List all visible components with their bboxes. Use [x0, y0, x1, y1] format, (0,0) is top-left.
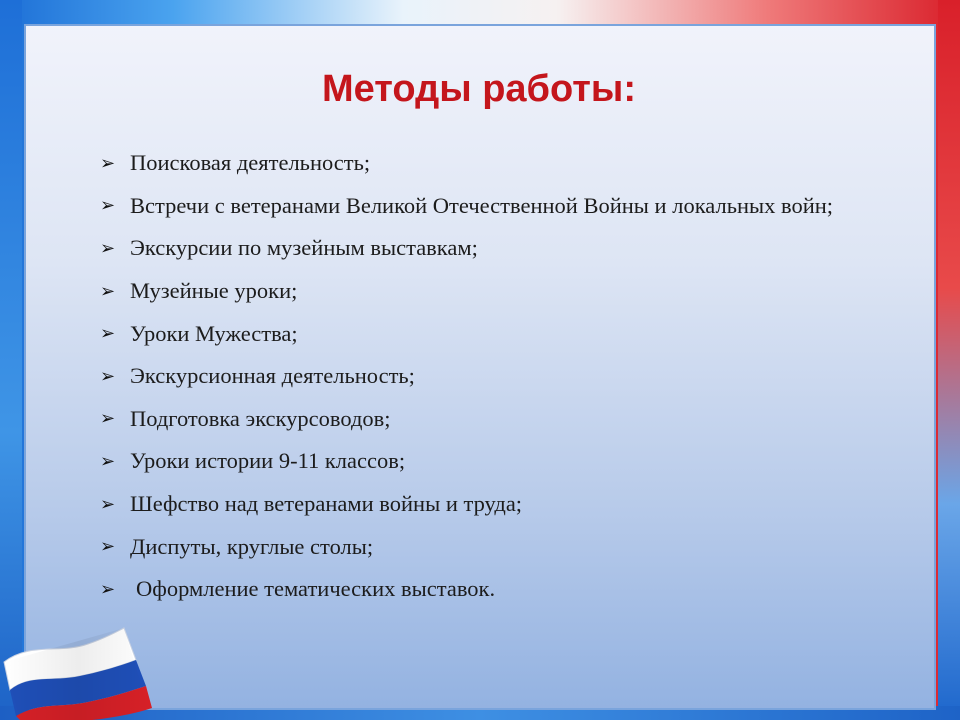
slide-title: Методы работы:	[321, 68, 637, 110]
list-item-text: Шефство над ветеранами войны и труда;	[130, 491, 523, 517]
list-item	[100, 355, 833, 398]
arrow-bullet-icon: ➢	[100, 365, 116, 386]
list-item	[100, 398, 833, 441]
methods-list	[100, 142, 833, 611]
list-item	[100, 483, 833, 526]
list-item	[100, 568, 833, 611]
list-item-text: Экскурсионная деятельность;	[130, 363, 415, 389]
list-item	[100, 312, 833, 355]
frame-right-border	[938, 0, 960, 720]
list-item	[100, 142, 833, 185]
list-item	[100, 185, 833, 228]
list-item-text: Уроки Мужества;	[130, 320, 298, 346]
list-item-text: Диспуты, круглые столы;	[130, 533, 374, 559]
arrow-bullet-icon: ➢	[100, 280, 116, 301]
russian-flag-icon	[0, 620, 160, 720]
list-item-text: Уроки истории 9-11 классов;	[130, 448, 406, 474]
arrow-bullet-icon: ➢	[100, 450, 116, 471]
arrow-bullet-icon: ➢	[100, 408, 116, 429]
arrow-bullet-icon: ➢	[100, 195, 116, 216]
list-item-text: Поисковая деятельность;	[130, 150, 371, 176]
slide-panel	[24, 24, 936, 710]
list-item-text: Музейные уроки;	[130, 278, 298, 304]
list-item-text: Экскурсии по музейным выставкам;	[130, 235, 478, 261]
list-item	[100, 270, 833, 313]
frame-left-border	[0, 0, 22, 720]
arrow-bullet-icon: ➢	[100, 493, 116, 514]
list-item	[100, 525, 833, 568]
list-item	[100, 440, 833, 483]
arrow-bullet-icon: ➢	[100, 578, 116, 599]
arrow-bullet-icon: ➢	[100, 237, 116, 258]
list-item-text: Оформление тематических выставок.	[136, 576, 496, 602]
list-item	[100, 227, 833, 270]
arrow-bullet-icon: ➢	[100, 323, 116, 344]
arrow-bullet-icon: ➢	[100, 536, 116, 557]
list-item-text: Встречи с ветеранами Великой Отечественной Войны и локальных войн;	[130, 192, 834, 218]
list-item-text: Подготовка экскурсоводов;	[130, 405, 391, 431]
arrow-bullet-icon: ➢	[100, 152, 116, 173]
